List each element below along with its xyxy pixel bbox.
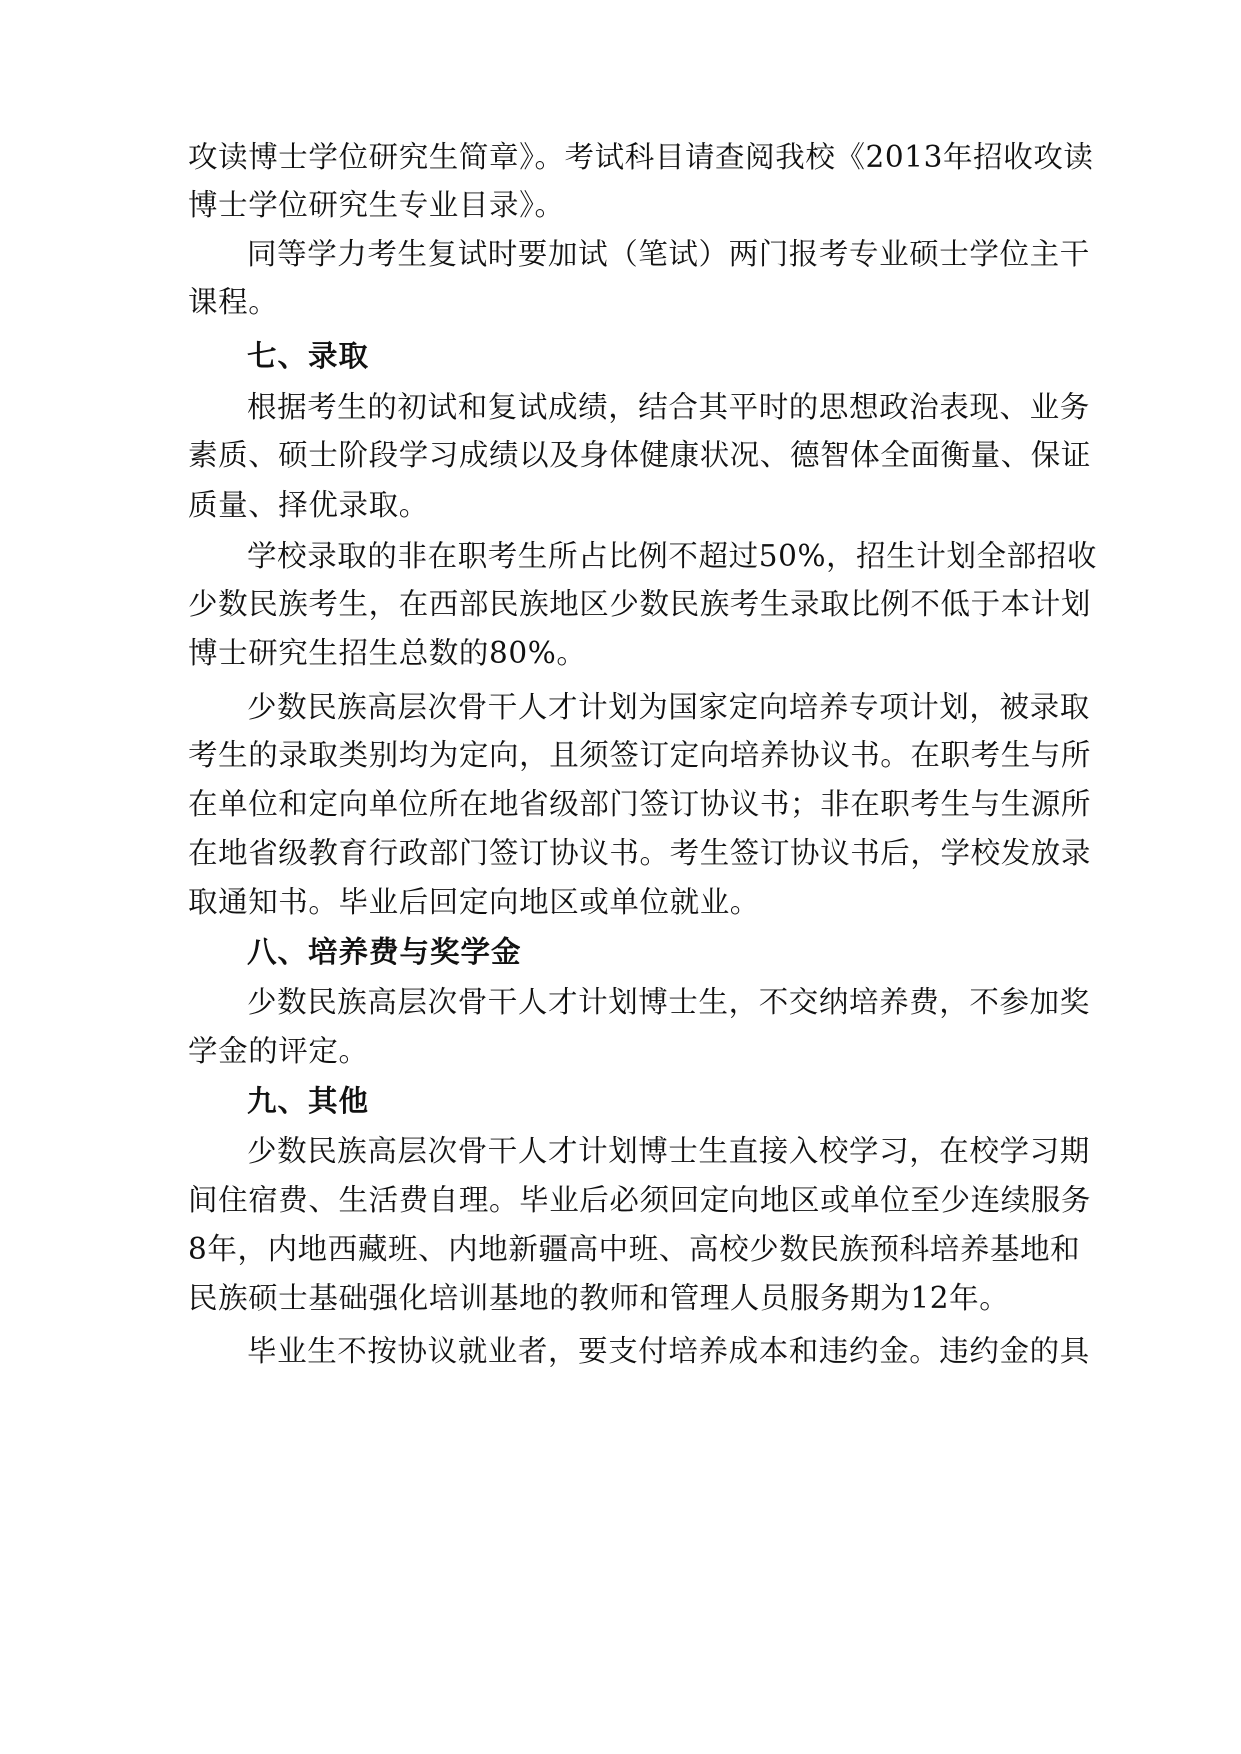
text-line: 学校录取的非在职考生所占比例不超过50%，招生计划全部招收 — [247, 539, 1097, 573]
text-line: 攻读博士学位研究生简章》。考试科目请查阅我校《2013年招收攻读 — [188, 140, 1094, 174]
text-line: 民族硕士基础强化培训基地的教师和管理人员服务期为12年。 — [188, 1281, 1010, 1315]
text-line: 博士学位研究生专业目录》。 — [188, 188, 565, 222]
text-line: 间住宿费、生活费自理。毕业后必须回定向地区或单位至少连续服务 — [188, 1183, 1092, 1217]
text-line: 素质、硕士阶段学习成绩以及身体健康状况、德智体全面衡量、保证 — [188, 438, 1092, 472]
text-line: 同等学力考生复试时要加试（笔试）两门报考专业硕士学位主干 — [247, 237, 1090, 271]
text-line: 少数民族高层次骨干人才计划博士生，不交纳培养费，不参加奖 — [247, 985, 1090, 1019]
text-line: 8年，内地西藏班、内地新疆高中班、高校少数民族预科培养基地和 — [188, 1232, 1081, 1266]
text-line: 课程。 — [188, 285, 279, 319]
text-line: 在地省级教育行政部门签订协议书。考生签订协议书后，学校发放录 — [188, 836, 1092, 870]
text-line: 少数民族高层次骨干人才计划博士生直接入校学习，在校学习期 — [247, 1134, 1090, 1168]
text-line: 根据考生的初试和复试成绩，结合其平时的思想政治表现、业务 — [247, 390, 1090, 424]
text-line: 考生的录取类别均为定向，且须签订定向培养协议书。在职考生与所 — [188, 738, 1092, 772]
text-line: 少数民族考生，在西部民族地区少数民族考生录取比例不低于本计划 — [188, 587, 1092, 621]
text-line: 在单位和定向单位所在地省级部门签订协议书；非在职考生与生源所 — [188, 787, 1092, 821]
section-heading-admission: 七、录取 — [247, 339, 370, 373]
section-heading-other: 九、其他 — [247, 1084, 370, 1118]
text-line: 博士研究生招生总数的80%。 — [188, 636, 587, 670]
text-line: 质量、择优录取。 — [188, 488, 429, 522]
text-line: 取通知书。毕业后回定向地区或单位就业。 — [188, 885, 760, 919]
text-line: 学金的评定。 — [188, 1034, 369, 1068]
text-line: 少数民族高层次骨干人才计划为国家定向培养专项计划，被录取 — [247, 690, 1090, 724]
text-line: 毕业生不按协议就业者，要支付培养成本和违约金。违约金的具 — [247, 1334, 1090, 1368]
section-heading-fees-scholarship: 八、培养费与奖学金 — [247, 935, 522, 969]
